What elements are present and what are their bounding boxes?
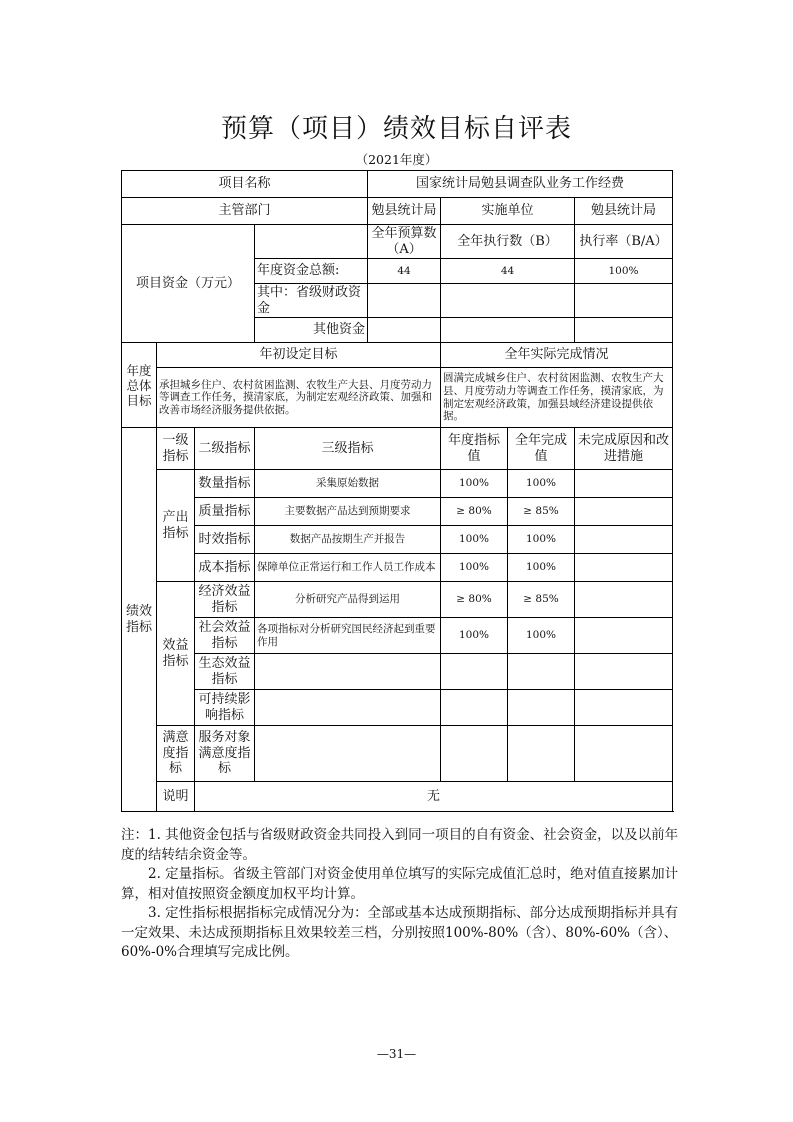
row-reason — [575, 554, 673, 582]
goal-actual-text: 圆满完成城乡住户、农村贫困监测、农牧生产大县、月度劳动力等调查工作任务，摸清家底，为制定宏观经济政策，加强县域经济建设提供依据。 — [441, 368, 673, 428]
row-actual: 100% — [508, 618, 575, 654]
perf-h-level2: 二级指标 — [195, 428, 255, 470]
output-label: 产出指标 — [157, 470, 195, 582]
funds-prov-label: 其中：省级财政资金 — [255, 284, 368, 318]
row-l2: 生态效益指标 — [195, 654, 255, 690]
impl-label: 实施单位 — [441, 198, 575, 225]
perf-label: 绩效指标 — [122, 428, 157, 812]
perf-h-level3: 三级指标 — [255, 428, 441, 470]
row-reason — [575, 654, 673, 690]
row-l3: 采集原始数据 — [255, 470, 441, 498]
row-reason — [575, 498, 673, 526]
perf-h-target: 年度指标值 — [441, 428, 508, 470]
satisfaction-label: 满意度指标 — [157, 726, 195, 782]
row-actual — [508, 690, 575, 726]
page-number: —31— — [376, 1047, 417, 1061]
row-target: 100% — [441, 554, 508, 582]
row-actual: 100% — [508, 526, 575, 554]
row-l3 — [255, 690, 441, 726]
row-actual: ≥ 85% — [508, 498, 575, 526]
funds-total-label: 年度资金总额: — [255, 259, 368, 284]
funds-prov-rate — [575, 284, 673, 318]
row-target: ≥ 80% — [441, 498, 508, 526]
row-l3: 数据产品按期生产并报告 — [255, 526, 441, 554]
funds-prov-b — [441, 284, 575, 318]
row-reason — [575, 726, 673, 782]
row-l2: 时效指标 — [195, 526, 255, 554]
row-l3 — [255, 726, 441, 782]
funds-col-b: 全年执行数（B） — [441, 225, 575, 259]
row-l2: 数量指标 — [195, 470, 255, 498]
footnote-2: 2. 定量指标。省级主管部门对资金使用单位填写的实际完成值汇总时，绝对值直接累加计算，相对值按照资金额度加权平均计算。 — [121, 866, 679, 902]
dept-label: 主管部门 — [122, 198, 368, 225]
funds-col-a: 全年预算数（A） — [368, 225, 441, 259]
row-actual — [508, 726, 575, 782]
funds-total-rate: 100% — [575, 259, 673, 284]
row-target — [441, 654, 508, 690]
year-subtitle: （2021年度） — [355, 152, 438, 167]
row-reason — [575, 582, 673, 618]
row-l3: 保障单位正常运行和工作人员工作成本 — [255, 554, 441, 582]
funds-prov-a — [368, 284, 441, 318]
funds-label: 项目资金（万元） — [122, 225, 255, 343]
row-reason — [575, 526, 673, 554]
funds-other-rate — [575, 318, 673, 343]
dept-value: 勉县统计局 — [368, 198, 441, 225]
perf-h-reason: 未完成原因和改进措施 — [575, 428, 673, 470]
row-reason — [575, 690, 673, 726]
funds-col-rate: 执行率（B/A） — [575, 225, 673, 259]
goal-label: 年度总体目标 — [122, 343, 157, 428]
row-reason — [575, 618, 673, 654]
footnote-1: 注：1. 其他资金包括与省级财政资金共同投入到同一项目的自有资金、社会资金，以及以前年度的结转结余资金等。 — [121, 827, 679, 863]
funds-other-a — [368, 318, 441, 343]
row-target: 100% — [441, 526, 508, 554]
row-actual: 100% — [508, 470, 575, 498]
evaluation-table — [121, 170, 673, 812]
goal-plan-text: 承担城乡住户、农村贫困监测、农牧生产大县、月度劳动力等调查工作任务，摸清家底，为制定宏观经济政策、加强和改善市场经济服务提供依据。 — [157, 368, 441, 428]
funds-other-label: 其他资金 — [255, 318, 368, 343]
funds-other-b — [441, 318, 575, 343]
project-name-label: 项目名称 — [122, 171, 368, 198]
row-target — [441, 726, 508, 782]
row-target: 100% — [441, 618, 508, 654]
row-actual: ≥ 85% — [508, 582, 575, 618]
row-actual — [508, 654, 575, 690]
impl-value: 勉县统计局 — [575, 198, 673, 225]
row-actual: 100% — [508, 554, 575, 582]
row-l3 — [255, 654, 441, 690]
row-l3: 主要数据产品达到预期要求 — [255, 498, 441, 526]
funds-total-b: 44 — [441, 259, 575, 284]
funds-blank — [255, 225, 368, 259]
row-l2: 成本指标 — [195, 554, 255, 582]
row-target: 100% — [441, 470, 508, 498]
row-l3: 分析研究产品得到运用 — [255, 582, 441, 618]
row-l2: 经济效益指标 — [195, 582, 255, 618]
project-name-value: 国家统计局勉县调查队业务工作经费 — [368, 171, 673, 198]
row-reason — [575, 470, 673, 498]
funds-total-a: 44 — [368, 259, 441, 284]
footnote-3: 3. 定性指标根据指标完成情况分为：全部或基本达成预期指标、部分达成预期指标并具有一定效果、未达成预期指标且效果较差三档，分别按照100%-80%（含）、80%-60%（含）、60%-0%合理填写完成比例。 — [121, 905, 679, 961]
goal-plan-header: 年初设定目标 — [157, 343, 441, 368]
remark-value: 无 — [195, 782, 673, 812]
row-target — [441, 690, 508, 726]
remark-label: 说明 — [157, 782, 195, 812]
row-target: ≥ 80% — [441, 582, 508, 618]
row-l2: 可持续影响指标 — [195, 690, 255, 726]
page-title: 预算（项目）绩效目标自评表 — [220, 114, 572, 144]
goal-actual-header: 全年实际完成情况 — [441, 343, 673, 368]
benefit-label: 效益指标 — [157, 582, 195, 726]
footnotes — [121, 826, 681, 963]
perf-h-actual: 全年完成值 — [508, 428, 575, 470]
row-l2: 服务对象满意度指标 — [195, 726, 255, 782]
row-l3: 各项指标对分析研究国民经济起到重要作用 — [255, 618, 441, 654]
perf-h-level1: 一级指标 — [157, 428, 195, 470]
row-l2: 质量指标 — [195, 498, 255, 526]
row-l2: 社会效益指标 — [195, 618, 255, 654]
